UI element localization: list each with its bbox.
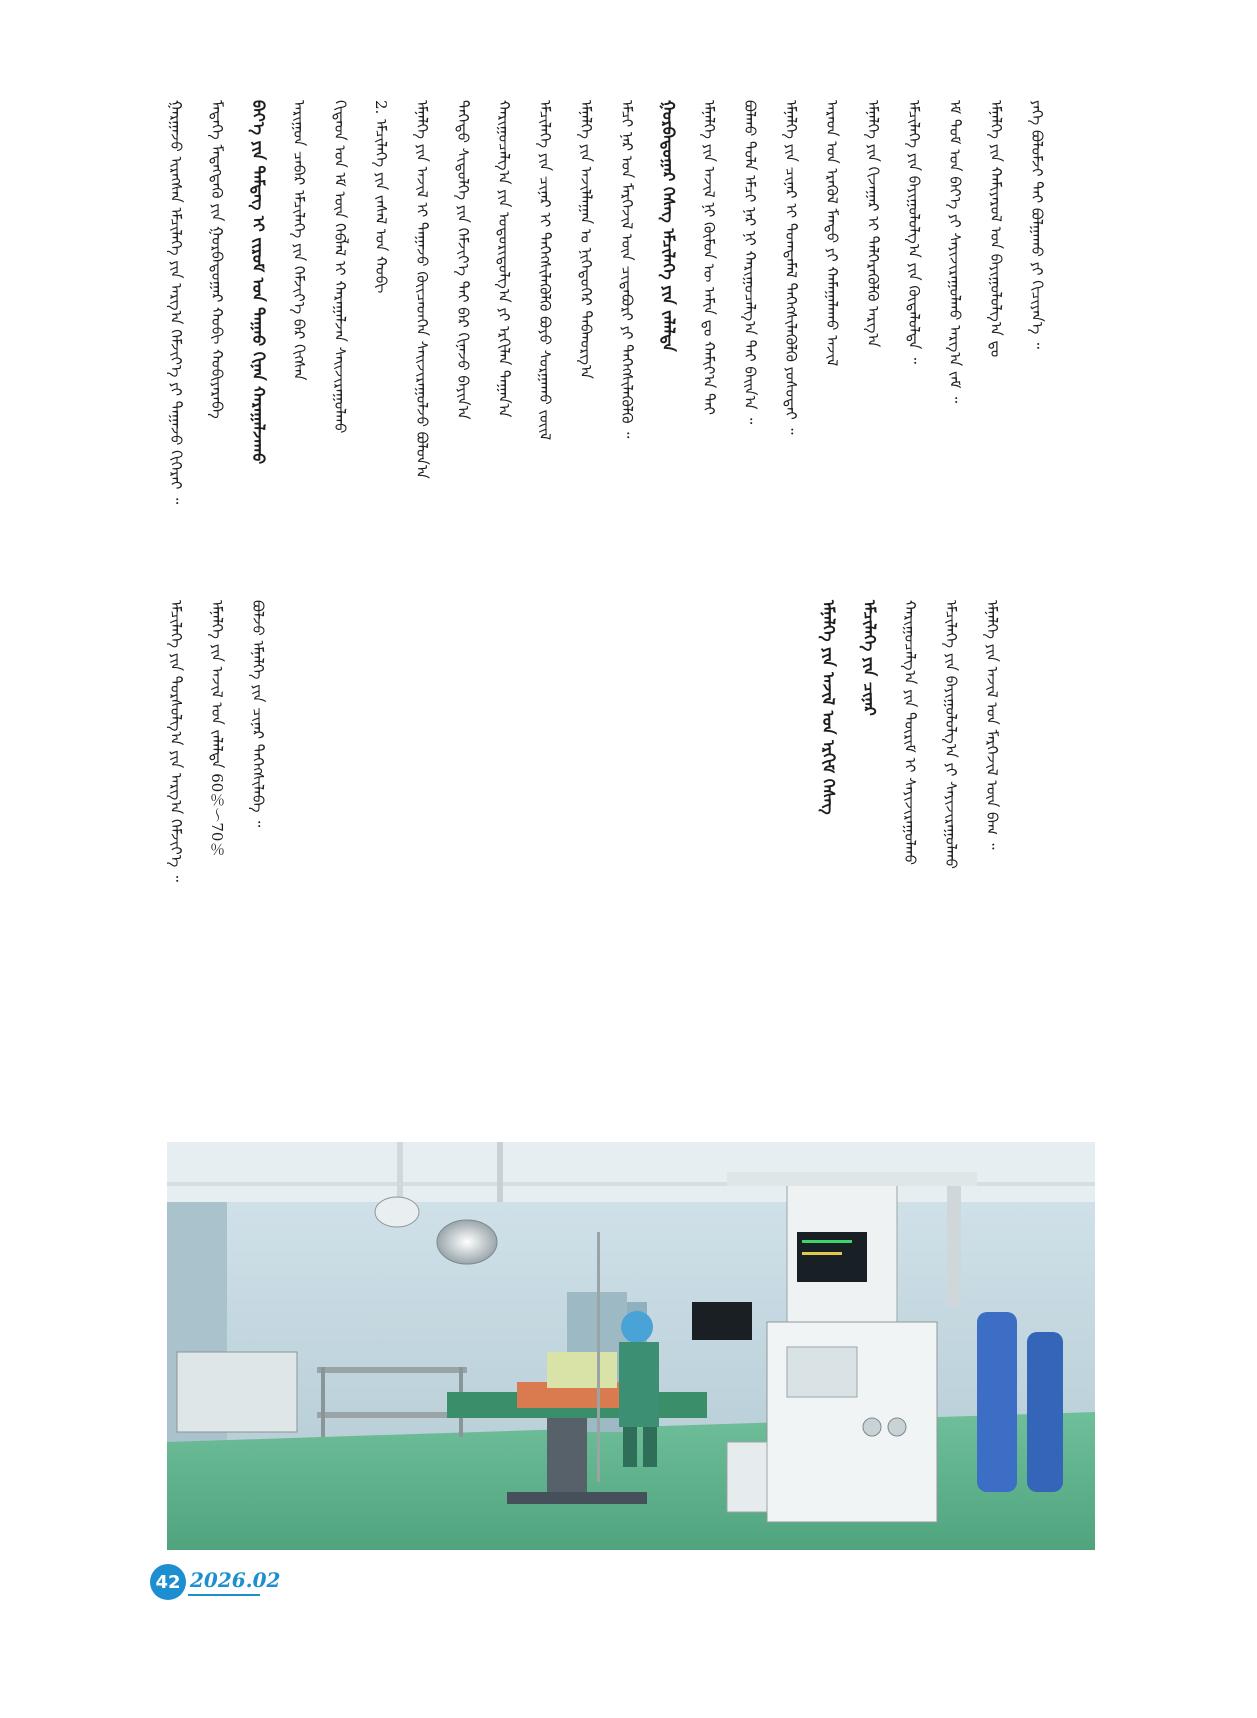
text-column: ᠪᠣᠯᠬᠤ ᠲᠤᠯᠠ ᠡᠮᠴᠢ ᠨᠠᠷ ᠨᠢ ᠬᠠᠷᠢᠭᠤᠴᠠᠯᠭ᠎ᠠ ᠲᠠᠶ ᠪᠠᠢᠨ᠎ᠠ ᠃ [741,100,759,425]
text-column: ᠮᠡᠳᠡᠭᠡ ᠮᠡᠳᠡᠭᠳᠡᠬᠦ᠌ ᠶᠢᠨ ᠭᠤᠷᠪᠠᠳᠤᠭᠠᠷ ᠬᠤᠪᠢ ᠬᠤᠪᠢᠶᠠᠷᠠᠪᠠ [208,100,226,419]
text-column: ᠡᠮᠨᠡᠯᠭᠡ ᠶᠢᠨ ᠠᠵᠢᠯ ᠤᠨ ᠮᠡᠷᠭᠡᠵᠢᠯ ᠦᠨ ᠪᠠᠭ ᠃ [983,600,1001,850]
text-column: 2. ᠡᠮᠴᠢᠯᠡᠭᠡ ᠶᠢᠨ ᠵᠠᠰᠠᠯ ᠤᠨ ᠬᠤᠪᠢ [372,100,390,294]
text-column: ᠡᠮᠨᠡᠯᠭᠡ ᠶᠢᠨ ᠠᠵᠢᠯᠯᠠᠭᠠᠨ ᠤ ᠨᠢᠭᠡᠳᠦᠭᠡᠷ ᠳᠠᠪᠬᠤᠷᠭ᠎ᠠ [577,100,595,379]
text-column: ᠡᠮᠴᠢᠯᠡᠭᠡ ᠶᠢᠨ ᠳᠤᠷᠰᠤᠯᠭ᠎ᠠ ᠶᠢᠨ ᠠᠷᠭ᠎ᠠ ᠬᠡᠮᠵᠢᠶ᠎ᠡ ᠃ [167,600,185,882]
text-column: ᠡᠮᠴᠢᠯᠡᠭᠡ ᠶᠢᠨ ᠴᠢᠨᠠᠷ ᠢ ᠳᠡᠭᠡᠭᠰᠢᠯᠡᠭᠦᠯᠬᠦ ᠪᠤᠶᠤ ᠰᠤᠷᠭᠠᠬᠤ ᠵᠦᠢᠯ [536,100,554,441]
text-column: ᠬᠠᠷᠢᠭᠤᠴᠠᠯᠭ᠎ᠠ ᠶᠢᠨ ᠤᠳᠤᠷᠢᠳᠤᠯᠭ᠎ᠠ ᠶᠢ ᠡᠷᠬᠢᠯᠡᠨ ᠳᠠᠭᠠᠨ᠎ᠠ [495,100,513,418]
text-column: ᠳᠡᠭᠡᠳᠦ ᠰᠢᠲᠦᠯᠭᠡ ᠶᠢᠨ ᠬᠡᠮᠵᠢᠶ᠎ᠡ ᠲᠠᠶ ᠪᠠᠷ ᠬᠢᠨᠠᠵᠤ ᠪᠠᠶᠢᠨ᠎ᠠ [454,100,472,420]
text-column: ᠭᠠᠷᠭᠠᠵᠤ ᠢᠷᠡᠭᠰᠡᠨ ᠡᠮᠴᠢᠯᠡᠭᠡ ᠶᠢᠨ ᠠᠷᠭ᠎ᠠ ᠬᠡᠮᠵᠢᠶ᠎ᠡ ᠶᠢ ᠳᠠᠭᠠᠵᠤ ᠬᠢᠭᠡᠷᠡᠢ ᠃ [167,100,185,505]
text-column: ᠭᠤᠷᠪᠠᠳᠤᠭᠠᠷ ᠬᠡᠰᠡᠭ ᠡᠮᠴᠢᠯᠡᠭᠡ ᠶᠢᠨ ᠵᠠᠯᠠᠯᠲᠠ [659,100,678,352]
text-column: ᠡᠮ ᠳᠣᠮ ᠤᠨ ᠪᠡᠶ᠎ᠡ ᠶᠢ ᠰᠠᠶᠢᠵᠢᠷᠠᠭᠤᠯᠬᠤ ᠠᠷᠭ᠎ᠠ ᠵᠠᠮ ᠃ [946,100,964,404]
operating-room-illustration [167,1142,1095,1550]
page-number-badge [150,1564,186,1600]
text-column: ᠡᠮᠴᠢᠯᠡᠭᠡ ᠶᠢᠨ ᠪᠠᠶᠢᠭᠤᠯᠤᠯᠭ᠎ᠠ ᠶᠢ ᠰᠠᠶᠢᠵᠢᠷᠠᠭᠤᠯᠬᠤ [942,600,960,869]
operating-room-photo [167,1142,1095,1550]
text-column: ᠪᠡᠶ᠎ᠡ ᠶᠢᠨ ᠲᠡᠮᠳᠡᠭ ᠢ ᠵᠢᠷᠤᠮ ᠤᠨ ᠳᠠᠭᠠᠤ ᠬᠢᠨᠠᠨ ᠬᠠᠷᠠᠭᠠᠯᠵᠠᠬᠤ [249,100,268,465]
text-column: ᠡᠮᠨᠡᠯᠭᠡ ᠶᠢᠨ ᠬᠢᠵᠠᠭᠠᠷ ᠢ ᠳᠡᠯᠭᠡᠷᠡᠭᠦᠯᠬᠦ ᠠᠷᠭ᠎ᠠ [864,100,882,348]
text-column: ᠬᠠᠷᠢᠭᠤᠴᠠᠯᠭ᠎ᠠ ᠶᠢᠨ ᠳᠦᠷᠢᠮ ᠢ ᠰᠠᠶᠢᠵᠢᠷᠠᠭᠤᠯᠬᠤ [901,600,919,866]
text-column: ᠬᠢᠲᠠᠳ ᠤᠨ ᠡᠮ ᠦᠨ ᠬᠡᠪᠯᠡᠯ ᠢ ᠬᠠᠷᠠᠭᠠᠯᠵᠠᠨ ᠰᠠᠢᠵᠢᠷᠠᠭᠤᠯᠬᠤ [331,100,349,434]
text-column: ᠪᠣᠯᠵᠤ ᠡᠮᠨᠡᠯᠭᠡ ᠶᠢᠨ ᠴᠢᠨᠠᠷ ᠳᠡᠭᠡᠭᠰᠢᠯᠡᠪᠡ ᠃ [249,600,267,828]
text-column: ᠡᠮᠨᠡᠯᠭᠡ ᠶᠢᠨ ᠴᠢᠨᠠᠷ ᠢ ᠲᠣᠭᠲᠠᠮᠠᠯ ᠳᠡᠭᠡᠭᠰᠢᠯᠡᠭᠦᠯᠬᠦ ᠶᠣᠰᠣᠲᠠᠢ ᠃ [782,100,800,435]
page-number: 42 [155,1571,181,1593]
text-column: ᠡᠮᠨᠡᠯᠭᠡ ᠶᠢᠨ ᠠᠵᠢᠯ ᠤᠨ ᠡᠷᠬᠢᠮ ᠬᠡᠰᠡᠭ [819,600,838,815]
text-column: ᠡᠮᠴᠢᠯᠡᠭᠡ ᠶᠢᠨ ᠪᠠᠶᠢᠭᠤᠯᠤᠯᠭ᠎ᠠ ᠶᠢᠨ ᠬᠦᠳᠡᠯᠦᠯᠲᠡ ᠃ [905,100,923,364]
text-column: ᠡᠮᠨᠡᠯᠭᠡ ᠶᠢᠨ ᠬᠠᠮᠢᠶᠠᠷᠤᠯ ᠤᠨ ᠪᠠᠶᠢᠭᠤᠯᠤᠯᠭ᠎ᠠ ᠳᠤ [987,100,1005,358]
text-column: ᠡᠮᠨᠡᠯᠭᠡ ᠶᠢᠨ ᠠᠵᠢᠯ ᠨᠢ ᠬᠦᠮᠦᠨ ᠦ ᠠᠮᠢᠨ ᠳᠤ ᠬᠠᠮᠢᠶ᠎ᠠ ᠲᠠᠶ [700,100,718,415]
issue-underline [188,1594,260,1596]
text-column: ᠶᠡᠬᠡ ᠪᠣᠯᠤᠮᠵᠢ ᠲᠠᠢ ᠪᠣᠯᠭᠠᠬᠤ ᠶᠢ ᠬᠢᠴᠢᠶᠡᠨ᠎ᠡ ᠃ [1028,100,1046,349]
text-column: ᠠᠷᠢᠭᠤᠨ ᠴᠡᠪᠡᠷ ᠡᠮᠴᠢᠯᠡᠭᠡ ᠶᠢᠨ ᠬᠡᠮᠵᠢᠶ᠎ᠡ ᠪᠠᠷ ᠬᠢᠭᠰᠡᠨ [290,100,308,381]
text-column: ᠠᠷᠠᠳ ᠤᠨ ᠡᠷᠡᠭᠦᠯ ᠮᠡᠨᠳᠦ ᠶᠢ ᠬᠠᠮᠠᠭᠠᠯᠠᠬᠤ ᠠᠵᠢᠯ [823,100,841,367]
text-column: ᠡᠮᠨᠡᠯᠭᠡ ᠶᠢᠨ ᠠᠵᠢᠯ ᠤᠨ ᠵᠠᠯᠠᠯᠲᠠ 60％～70％ [208,600,226,857]
text-column: ᠡᠮᠨᠡᠯᠭᠡ ᠶᠢᠨ ᠠᠵᠢᠯ ᠢ ᠳᠠᠭᠠᠵᠤ ᠭᠦᠢᠴᠡᠳᠬᠡᠨ ᠰᠠᠢᠵᠢᠷᠠᠭᠤᠯᠵᠤ ᠪᠣᠯᠤᠨ᠎ᠠ [413,100,431,479]
text-column: ᠡᠮᠴᠢ ᠨᠠᠷ ᠤᠨ ᠮᠡᠷᠭᠡᠵᠢᠯ ᠦᠨ ᠴᠢᠳᠠᠪᠤᠷᠢ ᠶᠢ ᠳᠡᠭᠡᠭᠰᠢᠯᠡᠭᠦᠯᠬᠦ ᠃ [618,100,636,439]
issue-label: 2026.02 [190,1568,281,1592]
text-column: ᠡᠮᠴᠢᠯᠡᠭᠡ ᠶᠢᠨ ᠴᠢᠨᠠᠷ [860,600,879,716]
